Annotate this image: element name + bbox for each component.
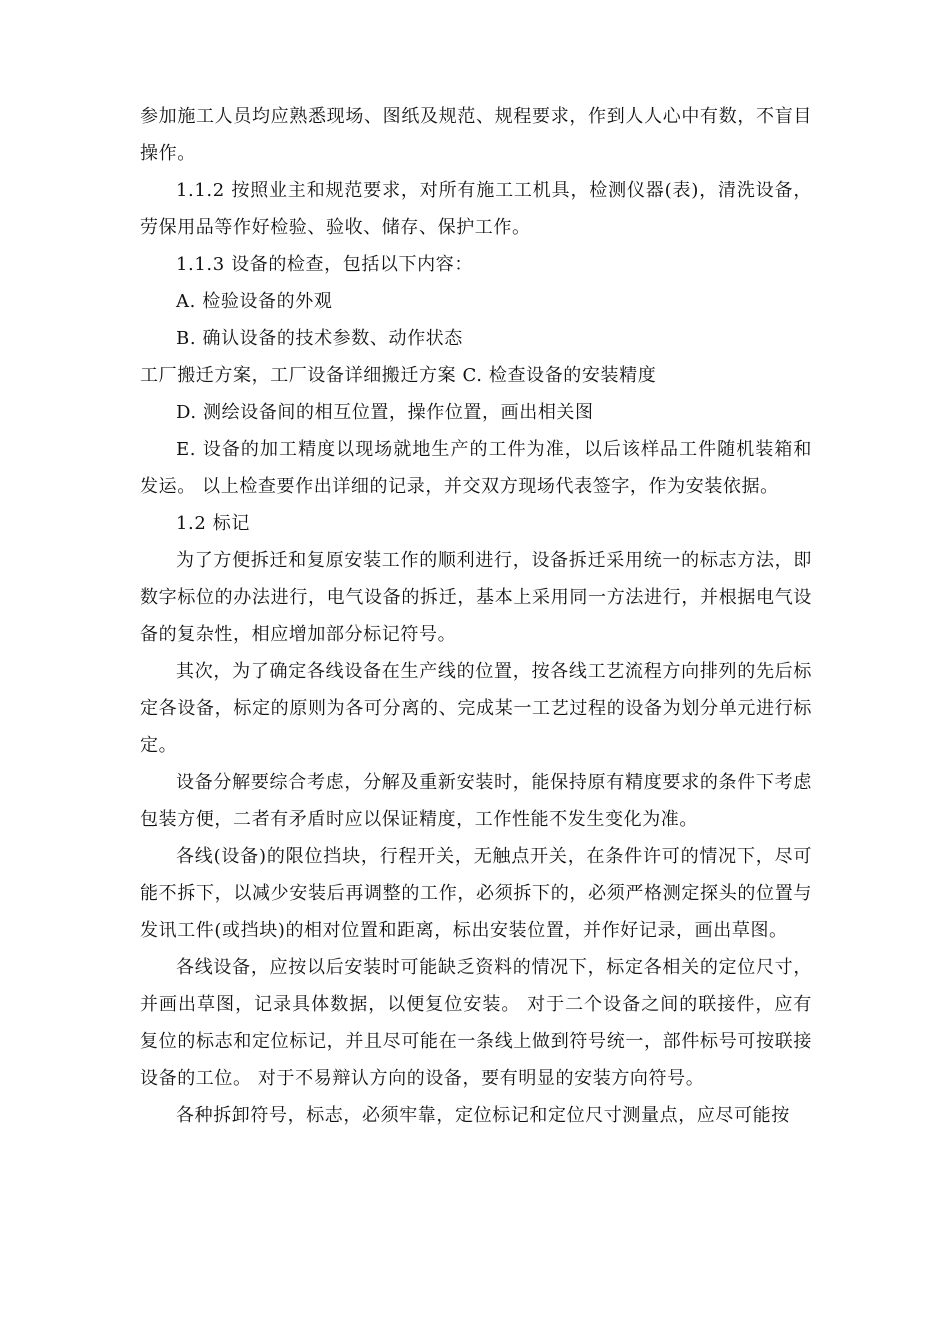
paragraph-2: 1.1.2 按照业主和规范要求，对所有施工工机具，检测仪器(表)，清洗设备，劳保用品等作好检验、验收、储存、保护工作。 [140,180,812,238]
document-body [140,98,812,1134]
paragraph-11: 其次，为了确定各线设备在生产线的位置，按各线工艺流程方向排列的先后标定各设备，标定的原则为各可分离的、完成某一工艺过程的设备为划分单元进行标定。 [140,661,812,756]
paragraph-14: 各线设备，应按以后安装时可能缺乏资料的情况下，标定各相关的定位尺寸，并画出草图，记录具体数据，以便复位安装。 对于二个设备之间的联接件，应有复位的标志和定位标记，并且尽可能在一条线上做到符号统一，部件标号可按联接设备的工位。 对于不易辩认方向的设备，要有明显的安装方向符号。 [140,957,812,1089]
paragraph-13: 各线(设备)的限位挡块，行程开关，无触点开关，在条件许可的情况下，尽可能不拆下，以减少安装后再调整的工作，必须拆下的，必须严格测定探头的位置与发讯工件(或挡块)的相对位置和距离，标出安装位置，并作好记录，画出草图。 [140,846,812,941]
paragraph-6: 工厂搬迁方案，工厂设备详细搬迁方案 C. 检查设备的安装精度 [140,365,657,386]
paragraph-12: 设备分解要综合考虑，分解及重新安装时，能保持原有精度要求的条件下考虑包装方便，二者有矛盾时应以保证精度，工作性能不发生变化为准。 [140,772,812,830]
section-heading: 1.2 标记 [176,513,250,534]
paragraph-5: B. 确认设备的技术参数、动作状态 [176,328,463,349]
paragraph-10: 为了方便拆迁和复原安装工作的顺利进行，设备拆迁采用统一的标志方法，即数字标位的办法进行，电气设备的拆迁，基本上采用同一方法进行，并根据电气设备的复杂性，相应增加部分标记符号。 [140,550,812,645]
paragraph-8: E. 设备的加工精度以现场就地生产的工件为准，以后该样品工件随机装箱和发运。 以上检查要作出详细的记录，并交双方现场代表签字，作为安装依据。 [140,439,812,497]
paragraph-15: 各种拆卸符号，标志，必须牢靠，定位标记和定位尺寸测量点，应尽可能按 [176,1105,790,1126]
paragraph-1: 参加施工人员均应熟悉现场、图纸及规范、规程要求，作到人人心中有数，不盲目操作。 [140,106,812,164]
paragraph-7: D. 测绘设备间的相互位置，操作位置，画出相关图 [176,402,594,423]
paragraph-4: A. 检验设备的外观 [176,291,333,312]
paragraph-3: 1.1.3 设备的检查，包括以下内容： [176,254,473,275]
